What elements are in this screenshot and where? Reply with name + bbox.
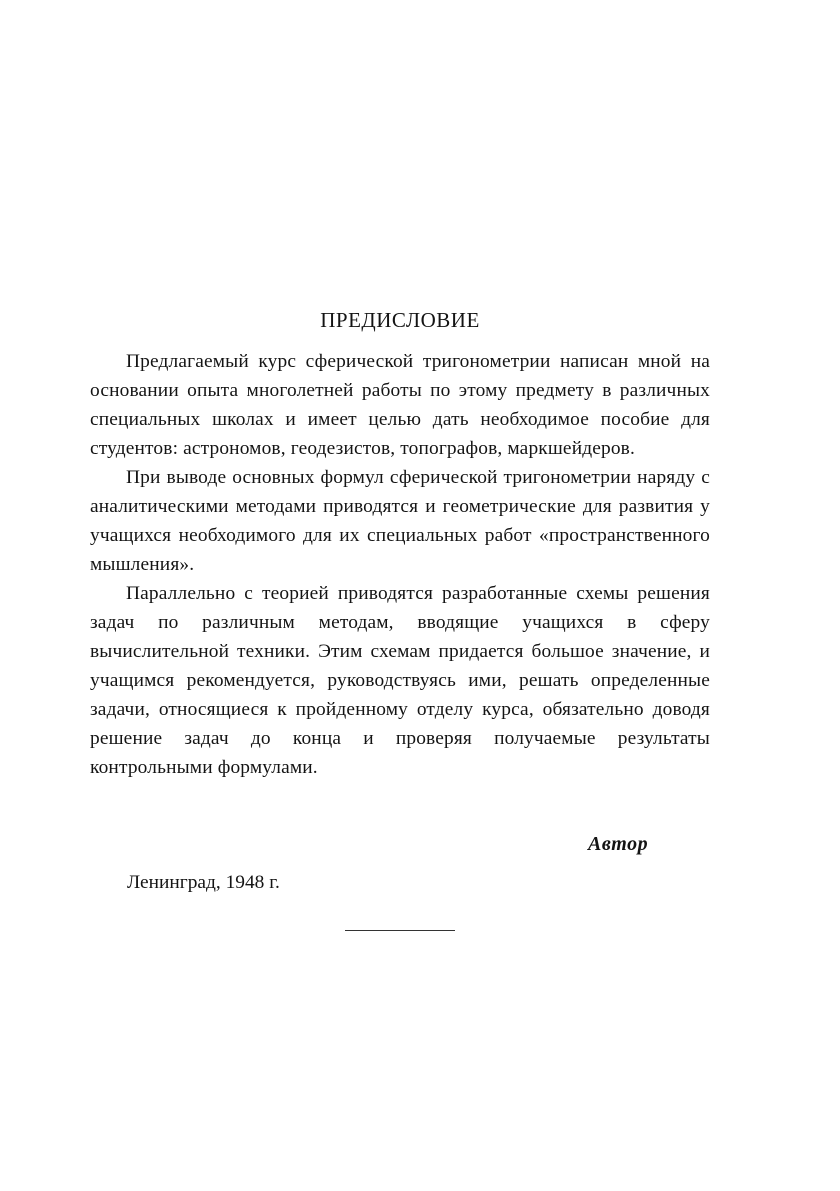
- end-divider: [345, 930, 455, 931]
- place-date: Ленинград, 1948 г.: [127, 872, 280, 893]
- page-title: ПРЕДИСЛОВИЕ: [320, 308, 480, 332]
- paragraph-2: При выводе основных формул сферической тригонометрии наряду с аналитическими методами приводятся и геометрические для развития у учащихся необходимого для их специальных работ «пространственного мышления».: [90, 467, 710, 575]
- author-signature: Автор: [588, 833, 649, 855]
- preface-body: [90, 347, 710, 782]
- paragraph-1: Предлагаемый курс сферической тригонометрии написан мной на основании опыта многолетней работы по этому предмету в различных специальных школах и имеет целью дать необходимое пособие для студентов: астрономов, геодезистов, топографов, маркшейдеров.: [90, 351, 710, 459]
- paragraph-3: Параллельно с теорией приводятся разработанные схемы решения задач по различным методам, вводящие учащихся в сферу вычислительной техники. Этим схемам придается большое значение, и учащимся рекомендуется, руководствуясь ими, решать определенные задачи, относящиеся к пройденному отделу курса, обязательно доводя решение задач до конца и проверяя получаемые результаты контрольными формулами.: [90, 583, 710, 778]
